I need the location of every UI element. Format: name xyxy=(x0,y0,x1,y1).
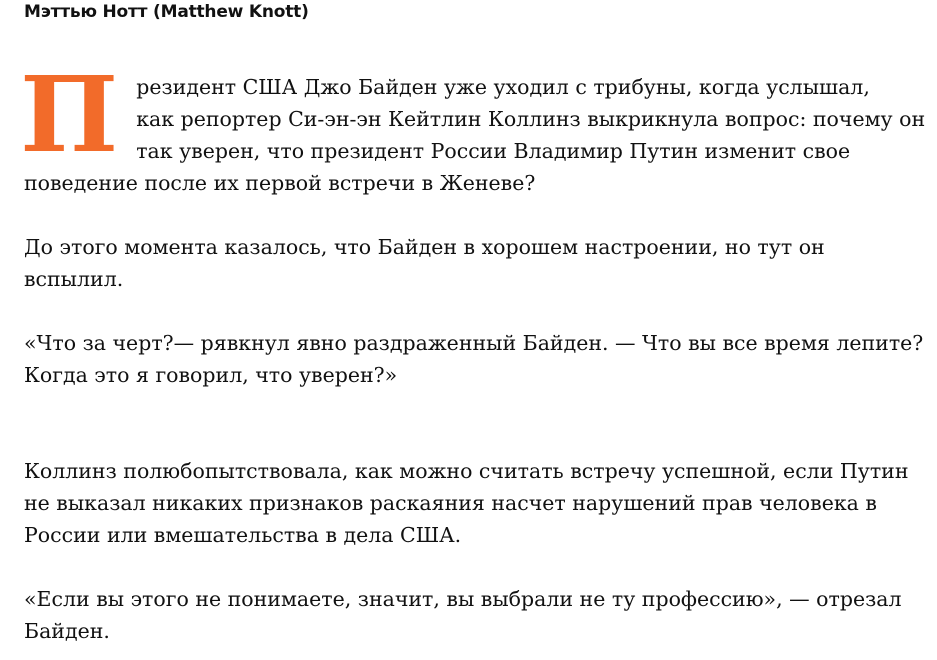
article-paragraph-2: До этого момента казалось, что Байден в хорошем настроении, но тут он вспылил. xyxy=(24,235,825,291)
article-paragraph-1 xyxy=(20,53,936,199)
paragraph-1-line-1: резидент США Джо Байден уже уходил с трибуны, когда услышал, xyxy=(136,75,870,99)
article-paragraph-5: «Если вы этого не понимаете, значит, вы выбрали не ту профессию», — отрезал Байден. xyxy=(24,587,902,643)
article-paragraph-4: Коллинз полюбопытствовала, как можно считать встречу успешной, если Путин не выказал никаких признаков раскаяния насчет нарушений прав человека в России или вмешательства в дела США. xyxy=(24,459,909,547)
article-paragraph-3: «Что за черт?— рявкнул явно раздраженный Байден. — Что вы все время лепите? Когда это я говорил, что уверен?» xyxy=(24,331,924,387)
drop-cap: П xyxy=(20,53,119,176)
paragraph-1-line-3: так уверен, что президент России Владимир Путин изменит свое xyxy=(136,139,851,163)
author-byline: Мэттью Нотт (Matthew Knott) xyxy=(24,2,309,22)
paragraph-1-line-4: поведение после их первой встречи в Женеве? xyxy=(24,171,536,195)
paragraph-1-line-2: как репортер Си-эн-эн Кейтлин Коллинз выкрикнула вопрос: почему он xyxy=(136,107,926,131)
article-body xyxy=(20,53,936,647)
